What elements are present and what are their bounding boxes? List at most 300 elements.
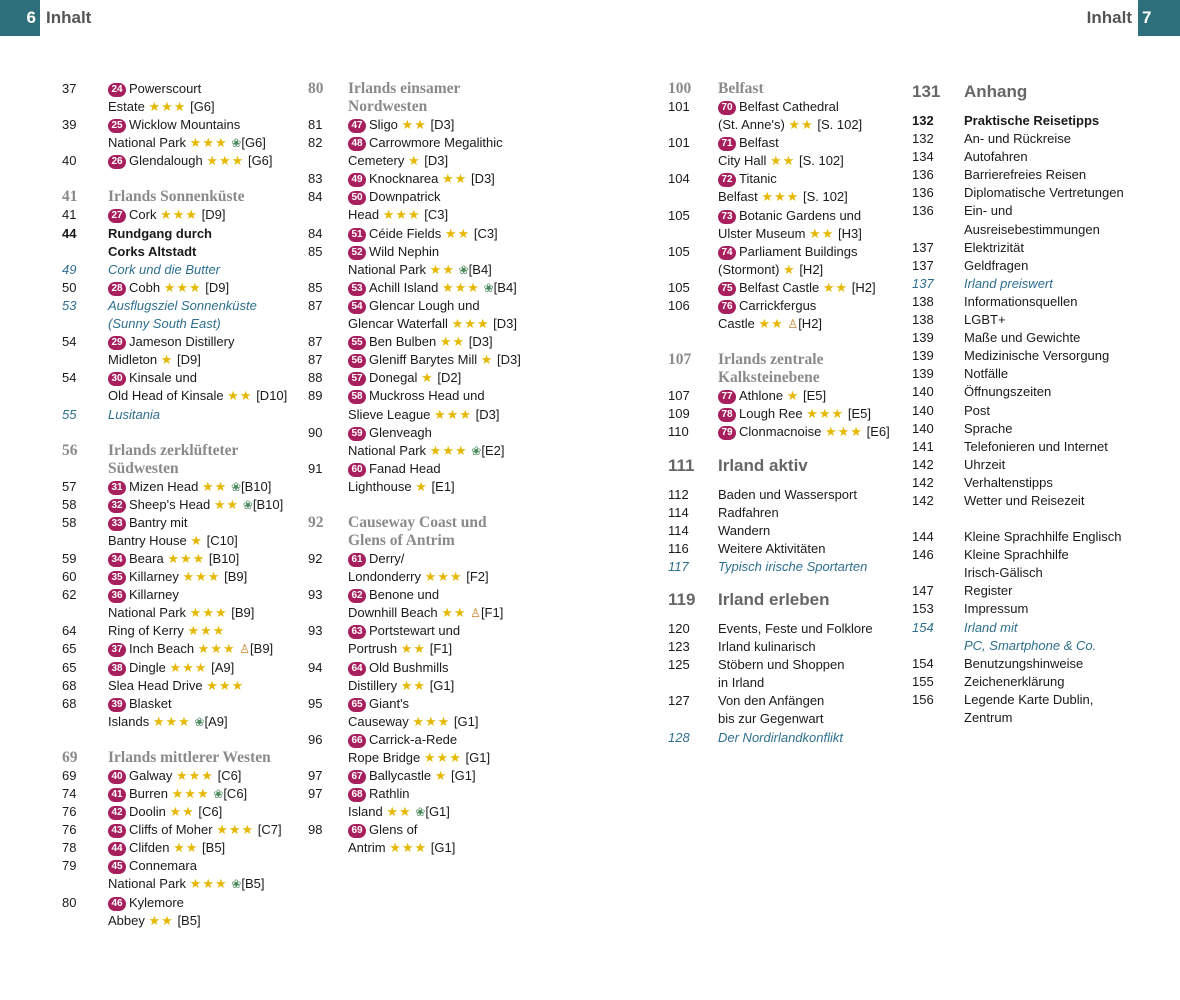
entry-title: Burren [129, 786, 169, 801]
entry-title: Giant's [369, 695, 410, 711]
page-ref: 154 [912, 655, 934, 671]
toc-entry[interactable] [668, 656, 908, 674]
entry-title: City Hall [718, 153, 767, 169]
toc-entry[interactable] [62, 659, 302, 677]
map-ref: [D10] [256, 388, 288, 404]
entry-title: Belfast [718, 189, 758, 205]
page-ref: 74 [62, 786, 77, 801]
page-ref: 105 [668, 207, 690, 223]
rating-stars: ★★ [401, 117, 427, 132]
map-ref: [B5] [177, 912, 201, 928]
toc-entry[interactable] [308, 116, 558, 134]
entry-title: in Irland [718, 675, 765, 691]
toc-entry[interactable] [62, 369, 302, 387]
entry-title: Jameson Distillery [129, 334, 235, 350]
toc-entry[interactable] [62, 152, 302, 170]
toc-entry[interactable] [912, 673, 1167, 691]
rating-stars: ★ [407, 153, 421, 169]
toc-entry[interactable] [668, 620, 908, 638]
toc-entry[interactable] [308, 695, 558, 713]
toc-entry[interactable] [62, 586, 302, 604]
toc-entry[interactable] [668, 207, 908, 225]
toc-entry[interactable] [668, 486, 908, 504]
page-ref: 76 [62, 804, 77, 820]
toc-entry[interactable] [308, 188, 558, 206]
section-heading[interactable] [62, 188, 302, 206]
toc-entry[interactable] [912, 402, 1167, 420]
toc-entry[interactable] [912, 546, 1167, 564]
page-ref: 101 [668, 135, 690, 151]
entry-title: National Park [108, 135, 187, 151]
rating-stars: ★★ [444, 225, 471, 241]
toc-entry[interactable] [668, 522, 908, 540]
rating-stars: ★ [434, 768, 448, 784]
toc-entry[interactable] [912, 456, 1167, 474]
rating-stars: ★★ [429, 261, 455, 277]
toc-entry[interactable] [308, 550, 558, 568]
toc-entry[interactable] [62, 640, 302, 658]
toc-entry-continuation [62, 604, 302, 622]
toc-entry[interactable] [62, 568, 302, 586]
entry-title: Sheep's Head [129, 496, 211, 512]
toc-entry[interactable] [668, 98, 908, 116]
map-ref: [B4] [493, 279, 517, 295]
toc-entry[interactable] [62, 695, 302, 713]
chapter-title: Anhang [964, 82, 1028, 101]
page-ref: 107 [668, 351, 692, 369]
entry-title: Post [964, 402, 991, 418]
toc-entry[interactable] [912, 202, 1167, 220]
toc-entry[interactable] [912, 365, 1167, 383]
toc-column-2 [308, 80, 558, 858]
toc-entry-continuation [308, 604, 558, 622]
section-heading-continuation [308, 98, 558, 116]
sight-number-badge: 46 [108, 897, 126, 911]
page-ref: 154 [912, 619, 934, 635]
sight-number-badge: 44 [108, 842, 126, 856]
toc-entry[interactable] [912, 239, 1167, 257]
toc-entry[interactable] [62, 894, 302, 912]
page-ref: 101 [668, 99, 690, 114]
entry-title: Glendalough [129, 153, 203, 169]
nature-icon: ❀ [231, 136, 242, 151]
section-heading[interactable] [62, 749, 302, 767]
sight-number-badge: 36 [108, 589, 126, 603]
sight-number-badge: 51 [348, 228, 366, 242]
entry-title: Bantry mit [129, 514, 188, 530]
toc-entry[interactable] [62, 785, 302, 803]
toc-entry[interactable] [912, 148, 1167, 166]
toc-entry[interactable] [308, 586, 558, 604]
section-title: Kalksteinebene [718, 369, 820, 387]
entry-title: Abbey [108, 912, 145, 928]
sight-number-badge: 31 [108, 481, 126, 495]
sight-number-badge: 35 [108, 571, 126, 585]
entry-title: National Park [108, 605, 187, 621]
map-ref: [D3] [497, 352, 521, 368]
page-ref: 137 [912, 275, 934, 291]
entry-title: Beara [129, 550, 164, 566]
toc-entry[interactable] [308, 821, 558, 839]
toc-entry[interactable] [912, 166, 1167, 184]
entry-title: Register [964, 583, 1013, 599]
entry-title: Antrim [348, 840, 386, 856]
sight-number-badge: 25 [108, 119, 126, 133]
page-ref: 93 [308, 587, 323, 603]
toc-entry[interactable] [912, 130, 1167, 148]
toc-entry[interactable] [308, 351, 558, 369]
toc-entry[interactable] [62, 677, 302, 695]
toc-entry[interactable] [912, 311, 1167, 329]
toc-entry-feature[interactable] [668, 729, 908, 747]
sight-number-badge: 72 [718, 173, 736, 187]
toc-entry-continuation [62, 532, 302, 550]
page-ref: 116 [668, 540, 689, 556]
section-title: Irlands einsamer [348, 80, 461, 97]
toc-entry[interactable] [308, 460, 558, 478]
toc-entry[interactable] [668, 279, 908, 297]
entry-title: Diplomatische Vertretungen [964, 185, 1124, 201]
entry-title: Sprache [964, 420, 1013, 436]
map-ref: [G6] [241, 135, 266, 151]
toc-entry[interactable] [62, 80, 302, 98]
toc-entry[interactable] [308, 225, 558, 243]
map-ref: [C10] [206, 532, 238, 548]
chapter-heading[interactable] [668, 588, 908, 612]
toc-entry[interactable] [912, 474, 1167, 492]
toc-entry[interactable] [668, 243, 908, 261]
rating-stars: ★★★ [389, 840, 428, 856]
section-heading[interactable] [668, 80, 908, 98]
toc-entry-continuation [62, 98, 302, 116]
rating-stars: ★★★ [761, 189, 800, 205]
entry-title: Medizinische Versorgung [964, 348, 1110, 364]
toc-entry[interactable] [308, 767, 558, 785]
entry-title: Notfälle [964, 366, 1009, 382]
entry-title: Geldfragen [964, 257, 1029, 273]
page-ref: 88 [308, 370, 323, 386]
toc-entry[interactable] [62, 550, 302, 568]
toc-entry[interactable] [668, 387, 908, 405]
rating-stars: ★★★ [216, 822, 255, 838]
page-ref: 85 [308, 279, 323, 295]
family-icon: ♙ [470, 606, 481, 621]
entry-title: Barrierefreies Reisen [964, 167, 1087, 183]
toc-entry[interactable] [308, 279, 558, 297]
toc-entry[interactable] [308, 243, 558, 261]
entry-title: Midleton [108, 352, 158, 368]
page-ref: 111 [668, 455, 695, 475]
toc-entry[interactable] [668, 638, 908, 656]
entry-title: Typisch irische Sportarten [718, 558, 868, 574]
sight-number-badge: 64 [348, 662, 366, 676]
rating-stars: ★★★ [187, 623, 226, 639]
sight-number-badge: 43 [108, 824, 126, 838]
toc-entry[interactable] [62, 803, 302, 821]
toc-entry-feature[interactable] [62, 406, 302, 424]
toc-entry-feature[interactable] [668, 558, 908, 576]
entry-title: bis zur Gegenwart [718, 711, 824, 727]
toc-entry[interactable] [308, 170, 558, 188]
sight-number-badge: 77 [718, 390, 736, 404]
toc-entry-continuation [308, 152, 558, 170]
rating-stars: ★ [421, 370, 434, 386]
toc-entry[interactable] [912, 691, 1167, 709]
toc-entry[interactable] [308, 369, 558, 387]
page-ref: 106 [668, 298, 690, 314]
toc-entry[interactable] [308, 785, 558, 803]
page-ref: 39 [62, 117, 77, 133]
toc-entry[interactable] [668, 297, 908, 315]
toc-entry-continuation [308, 406, 558, 424]
section-title: Belfast [718, 80, 764, 97]
page-ref: 49 [62, 261, 77, 277]
toc-entry[interactable] [912, 184, 1167, 202]
sight-number-badge: 27 [108, 209, 126, 223]
entry-title: Connemara [129, 858, 197, 874]
entry-title: Rope Bridge [348, 750, 421, 765]
toc-entry-feature[interactable] [62, 261, 302, 279]
toc-entry[interactable] [912, 329, 1167, 347]
toc-entry[interactable] [62, 206, 302, 224]
toc-entry[interactable] [668, 540, 908, 558]
toc-entry-continuation [912, 221, 1167, 239]
toc-entry[interactable] [912, 293, 1167, 311]
toc-entry[interactable] [62, 333, 302, 351]
toc-entry[interactable] [668, 405, 908, 423]
page-ref: 40 [62, 153, 77, 169]
section-heading-continuation [62, 460, 302, 478]
entry-title: (Stormont) [718, 261, 780, 277]
map-ref: [E1] [431, 478, 455, 494]
nature-icon: ❀ [471, 443, 482, 458]
toc-entry[interactable] [308, 731, 558, 749]
section-heading[interactable] [668, 351, 908, 369]
toc-entry[interactable] [912, 438, 1167, 456]
toc-entry[interactable] [62, 839, 302, 857]
entry-title: Maße und Gewichte [964, 330, 1081, 346]
sight-number-badge: 50 [348, 191, 366, 205]
entry-title: Autofahren [964, 149, 1028, 165]
toc-entry-feature[interactable] [912, 275, 1167, 293]
toc-entry[interactable] [668, 134, 908, 152]
entry-title: Inch Beach [129, 641, 195, 657]
entry-title: Donegal [369, 370, 418, 386]
toc-entry[interactable] [62, 496, 302, 514]
sight-number-badge: 53 [348, 282, 366, 296]
map-ref: [D3] [470, 171, 495, 187]
toc-entry[interactable] [668, 170, 908, 188]
entry-title: Wild Nephin [369, 243, 440, 259]
toc-entry[interactable] [308, 387, 558, 405]
toc-entry-continuation [308, 261, 558, 279]
rating-stars: ★ [415, 478, 428, 494]
section-title: Südwesten [108, 459, 179, 477]
sight-number-badge: 54 [348, 300, 366, 314]
toc-entry[interactable] [62, 857, 302, 875]
rating-stars: ★★★ [197, 641, 236, 657]
entry-title: Elektrizität [964, 239, 1024, 255]
toc-entry[interactable] [912, 492, 1167, 510]
rating-stars: ★★★ [189, 876, 228, 892]
toc-entry[interactable] [912, 112, 1167, 130]
header-title-right: Inhalt [1086, 8, 1132, 27]
entry-title: Céide Fields [369, 225, 442, 241]
entry-title: LGBT+ [964, 312, 1006, 328]
toc-entry[interactable] [62, 279, 302, 297]
page-ref: 90 [308, 424, 323, 440]
entry-title: Doolin [129, 804, 166, 820]
sight-number-badge: 37 [108, 643, 126, 657]
map-ref: [S. 102] [802, 189, 848, 205]
entry-title: Kinsale und [129, 370, 197, 386]
entry-title: Glenveagh [369, 424, 432, 440]
page-ref: 114 [668, 504, 689, 520]
toc-entry[interactable] [308, 659, 558, 677]
page-number-right: 7 [1138, 0, 1180, 36]
toc-entry-continuation [912, 709, 1167, 727]
map-ref: [B9] [224, 569, 248, 585]
page-ref: 119 [668, 589, 696, 609]
page-ref: 132 [912, 113, 934, 128]
page-ref: 136 [912, 167, 934, 183]
toc-entry[interactable] [62, 116, 302, 134]
rating-stars: ★★★ [434, 406, 472, 422]
page-ref: 79 [62, 858, 77, 874]
toc-entry-feature[interactable] [62, 297, 302, 315]
section-title: Irlands Sonnenküste [108, 188, 245, 206]
rating-stars: ★ [786, 388, 800, 404]
rating-stars: ★★★ [451, 316, 490, 332]
toc-entry[interactable] [308, 424, 558, 442]
entry-title: An- und Rückreise [964, 131, 1071, 147]
toc-entry[interactable] [912, 600, 1167, 618]
section-heading[interactable] [308, 514, 558, 532]
chapter-title: Irland aktiv [718, 455, 808, 475]
entry-title: (St. Anne's) [718, 117, 785, 133]
page-ref: 156 [912, 691, 934, 707]
page-ref: 65 [62, 659, 77, 675]
page-ref: 54 [62, 370, 77, 386]
toc-entry[interactable] [62, 225, 302, 243]
entry-title: Legende Karte Dublin, [964, 691, 1094, 707]
rating-stars: ★★★ [442, 279, 480, 295]
page-ref: 142 [912, 474, 934, 490]
toc-entry[interactable] [912, 582, 1167, 600]
toc-entry-feature[interactable] [912, 619, 1167, 637]
toc-entry[interactable] [912, 528, 1167, 546]
map-ref: [D9] [201, 207, 226, 223]
toc-entry[interactable] [912, 383, 1167, 401]
map-ref: [D9] [177, 352, 201, 368]
entry-title: Lighthouse [348, 478, 412, 494]
toc-entry[interactable] [62, 622, 302, 640]
toc-entry[interactable] [912, 655, 1167, 673]
toc-entry[interactable] [668, 423, 908, 441]
page-ref: 87 [308, 297, 323, 313]
entry-title: Portstewart und [369, 623, 461, 639]
rating-stars: ★★ [400, 677, 427, 693]
toc-entry[interactable] [62, 821, 302, 839]
entry-title: Wicklow Mountains [129, 117, 241, 133]
toc-entry[interactable] [308, 134, 558, 152]
page-ref: 131 [912, 82, 941, 101]
sight-number-badge: 69 [348, 824, 366, 838]
section-heading[interactable] [62, 442, 302, 460]
rating-stars: ★★★ [171, 786, 210, 801]
toc-entry-continuation [62, 713, 302, 731]
entry-title: Cobh [129, 279, 161, 295]
toc-entry[interactable] [912, 420, 1167, 438]
entry-title: Kylemore [129, 894, 184, 910]
rating-stars: ★★ [148, 912, 174, 928]
entry-title: Cork und die Butter [108, 261, 221, 277]
toc-entry-continuation [308, 749, 558, 767]
entry-title: Uhrzeit [964, 456, 1006, 472]
entry-title: Weitere Aktivitäten [718, 540, 826, 556]
toc-entry-continuation [912, 637, 1167, 655]
page-ref: 84 [308, 225, 323, 241]
entry-title: Titanic [739, 171, 777, 187]
sight-number-badge: 57 [348, 372, 366, 386]
sight-number-badge: 60 [348, 463, 366, 477]
map-ref: [D3] [430, 117, 455, 132]
section-heading[interactable] [308, 80, 558, 98]
section-title: Irlands zentrale [718, 351, 824, 369]
map-ref: [F1] [429, 641, 453, 657]
page-ref: 97 [308, 786, 323, 802]
toc-entry[interactable] [668, 692, 908, 710]
entry-title: Downhill Beach [348, 605, 438, 621]
toc-entry-continuation [308, 677, 558, 695]
rating-stars: ★★ [173, 840, 199, 856]
page-ref: 97 [308, 768, 323, 784]
toc-entry[interactable] [62, 478, 302, 496]
toc-entry[interactable] [62, 514, 302, 532]
rating-stars: ★★★ [163, 279, 202, 295]
entry-title: Mizen Head [129, 478, 199, 494]
entry-title: Clonmacnoise [739, 424, 822, 440]
rating-stars: ★ [160, 352, 174, 368]
sight-number-badge: 39 [108, 698, 126, 712]
rating-stars: ★★★ [206, 677, 245, 693]
toc-entry[interactable] [668, 504, 908, 522]
entry-title: Bantry House [108, 532, 187, 548]
toc-entry[interactable] [62, 767, 302, 785]
page-ref: 65 [62, 641, 77, 657]
section-heading-continuation [308, 532, 558, 550]
rating-stars: ★★ [441, 605, 467, 621]
entry-title: Benutzungshinweise [964, 655, 1084, 671]
chapter-heading[interactable] [912, 80, 1167, 104]
toc-entry[interactable] [912, 257, 1167, 275]
page-ref: 62 [62, 587, 77, 603]
nature-icon: ❀ [483, 280, 494, 295]
toc-entry[interactable] [308, 622, 558, 640]
chapter-heading[interactable] [668, 454, 908, 478]
toc-entry[interactable] [308, 297, 558, 315]
toc-entry[interactable] [912, 347, 1167, 365]
entry-title: Killarney [129, 569, 179, 585]
entry-title: National Park [348, 442, 427, 458]
toc-entry-continuation [62, 243, 302, 261]
entry-title: Estate [108, 99, 145, 115]
map-ref: [A9] [211, 659, 235, 675]
page-ref: 44 [62, 225, 77, 241]
sight-number-badge: 47 [348, 119, 366, 133]
toc-entry[interactable] [308, 333, 558, 351]
page-ref: 105 [668, 279, 690, 295]
